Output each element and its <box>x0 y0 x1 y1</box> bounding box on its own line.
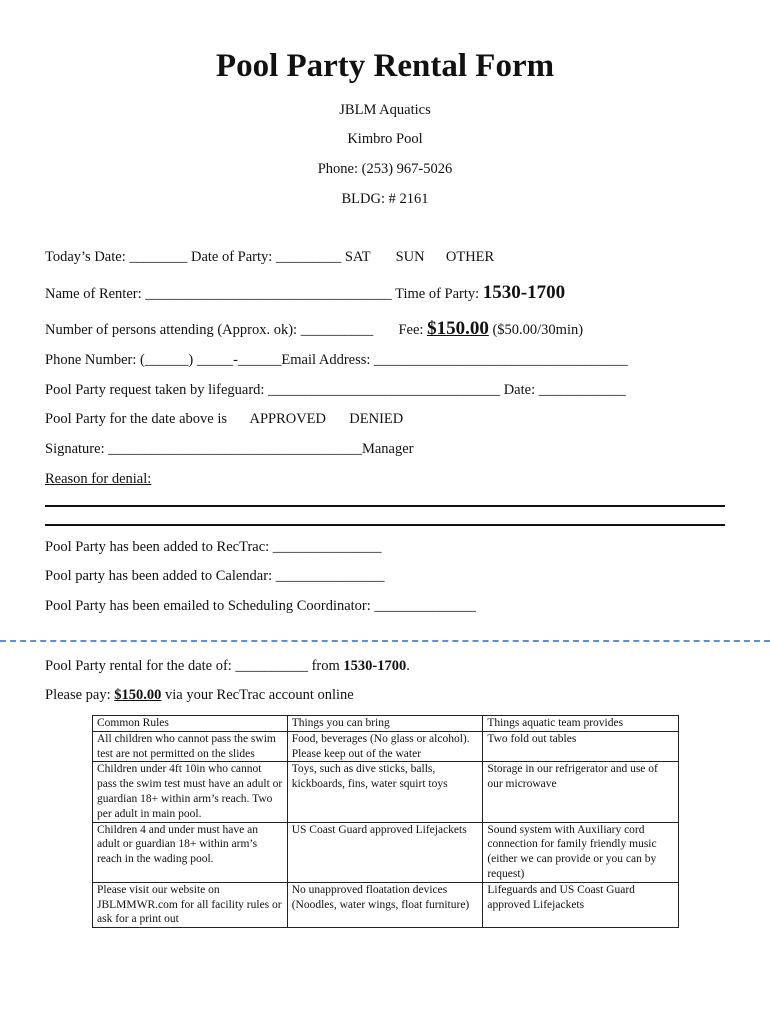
pay-prefix: Please pay: <box>45 687 111 703</box>
cut-line <box>0 640 770 642</box>
table-row <box>93 822 679 882</box>
day-option-sun[interactable]: SUN <box>395 249 425 265</box>
table-cell: Two fold out tables <box>483 731 679 762</box>
table-cell: US Coast Guard approved Lifejackets <box>287 822 483 882</box>
table-row <box>93 731 679 762</box>
calendar-line[interactable]: Pool party has been added to Calendar: _______________ <box>45 568 385 584</box>
table-cell: Children 4 and under must have an adult or guardian 18+ within arm’s reach in the wading pool. <box>93 822 288 882</box>
persons-line <box>45 318 583 340</box>
rental-date-line <box>45 658 410 675</box>
table-row <box>93 762 679 822</box>
denied-option[interactable]: DENIED <box>349 411 404 427</box>
table-row <box>93 882 679 927</box>
column-header: Things you can bring <box>287 716 483 732</box>
pay-amount: $150.00 <box>114 687 162 703</box>
rules-table <box>92 715 679 928</box>
pay-suffix: via your RecTrac account online <box>165 687 354 703</box>
rectrac-line[interactable]: Pool Party has been added to RecTrac: _______________ <box>45 539 382 555</box>
denial-reason-label: Reason for denial: <box>45 471 152 487</box>
approval-prefix: Pool Party for the date above is <box>45 411 228 427</box>
table-cell: Sound system with Auxiliary cord connection for family friendly music (either we can provide or you can by request) <box>483 822 679 882</box>
denial-reason-line-1[interactable] <box>45 505 725 507</box>
persons-field[interactable]: Number of persons attending (Approx. ok): __________ <box>45 322 374 338</box>
renter-name-field[interactable]: Name of Renter: __________________________________ Time of Party: <box>45 286 480 302</box>
renter-line <box>45 282 565 304</box>
table-cell: No unapproved floatation devices (Noodles, water wings, float furniture) <box>287 882 483 927</box>
phone-email-line[interactable]: Phone Number: (______) _____-______Email Address: ___________________________________ <box>45 352 628 368</box>
denial-reason-line-2[interactable] <box>45 524 725 526</box>
date-line <box>45 249 494 266</box>
column-header: Common Rules <box>93 716 288 732</box>
pay-line <box>45 687 354 704</box>
request-taken-line[interactable]: Pool Party request taken by lifeguard: ________________________________ Date: ____________ <box>45 382 626 398</box>
org-name: JBLM Aquatics <box>339 102 431 118</box>
fee-note: ($50.00/30min) <box>492 322 584 338</box>
rental-period: . <box>406 658 410 674</box>
signature-line[interactable]: Signature: ___________________________________Manager <box>45 441 414 457</box>
pool-name: Kimbro Pool <box>347 131 423 147</box>
rental-date-field[interactable]: Pool Party rental for the date of: __________ from <box>45 658 340 674</box>
todays-date-field[interactable]: Today’s Date: ________ Date of Party: _________ SAT <box>45 249 371 265</box>
day-option-other[interactable]: OTHER <box>445 249 495 265</box>
table-cell: Food, beverages (No glass or alcohol). Please keep out of the water <box>287 731 483 762</box>
building-number: BLDG: # 2161 <box>341 191 429 207</box>
phone-number: Phone: (253) 967-5026 <box>317 161 453 177</box>
table-cell: Please visit our website on JBLMMWR.com for all facility rules or ask for a print out <box>93 882 288 927</box>
rental-time-value: 1530-1700 <box>343 658 407 674</box>
approval-line <box>45 411 403 428</box>
table-cell: Children under 4ft 10in who cannot pass the swim test must have an adult or guardian 18+ within arm’s reach. Two per adult in main pool. <box>93 762 288 822</box>
emailed-line[interactable]: Pool Party has been emailed to Scheduling Coordinator: ______________ <box>45 598 476 614</box>
fee-label: Fee: <box>398 322 424 338</box>
page-title: Pool Party Rental Form <box>215 48 555 84</box>
table-header-row <box>93 716 679 732</box>
table-cell: Toys, such as dive sticks, balls, kickboards, fins, water squirt toys <box>287 762 483 822</box>
column-header: Things aquatic team provides <box>483 716 679 732</box>
table-cell: Lifeguards and US Coast Guard approved Lifejackets <box>483 882 679 927</box>
table-cell: All children who cannot pass the swim test are not permitted on the slides <box>93 731 288 762</box>
approved-option[interactable]: APPROVED <box>249 411 327 427</box>
fee-value: $150.00 <box>427 318 489 339</box>
table-cell: Storage in our refrigerator and use of our microwave <box>483 762 679 822</box>
party-time-value: 1530-1700 <box>482 282 566 303</box>
